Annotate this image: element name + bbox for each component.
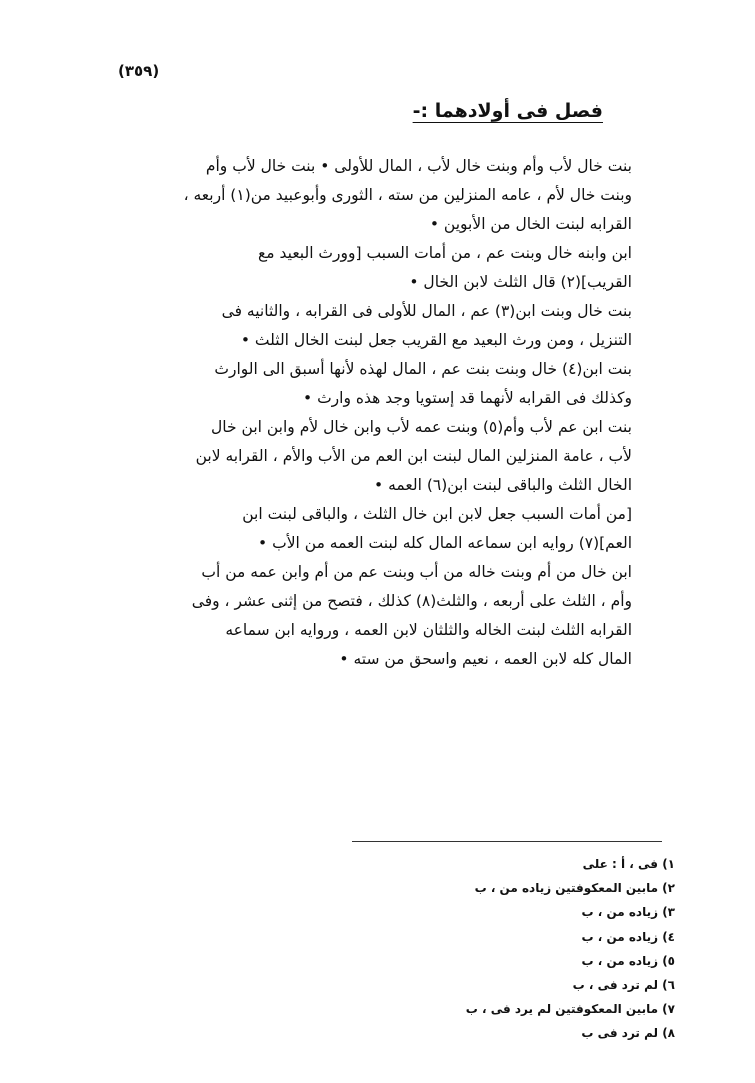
text-line: القرابه لبنت الخال من الأبوين • — [429, 215, 632, 233]
paragraph-3 — [118, 297, 650, 355]
paragraph-5 — [118, 413, 650, 500]
text-line: لأب ، عامة المنزلين المال لبنت ابن العم من الأب والأم ، القرابه لابن — [195, 447, 632, 465]
footnotes — [375, 852, 675, 1046]
text-line: القرابه الثلث لبنت الخاله والثلثان لابن العمه ، وروايه ابن سماعه — [225, 621, 632, 639]
text-line: الخال الثلث والباقى لبنت ابن(٦) العمه • — [374, 476, 632, 494]
text-line: بنت خال لأب وأم وبنت خال لأب ، المال للأولى • بنت خال لأب وأم — [205, 157, 632, 175]
text-line: القريب](٢) قال الثلث لابن الخال • — [409, 273, 632, 291]
paragraph-4 — [118, 355, 650, 413]
text-line: العم](٧) روايه ابن سماعه المال كله لبنت العمه من الأب • — [258, 534, 632, 552]
page-number: (٣٥٩) — [118, 62, 160, 80]
text-line: بنت ابن(٤) خال وبنت بنت عم ، المال لهذه لأنها أسبق الى الوارث — [214, 360, 632, 378]
footnote-6: ٦) لم ترد فى ، ب — [572, 978, 675, 993]
text-line: وبنت خال لأم ، عامه المنزلين من سته ، الثورى وأبوعبيد من(١) أربعه ، — [183, 186, 632, 204]
paragraph-6 — [118, 500, 650, 558]
text-line: بنت ابن عم لأب وأم(٥) وبنت عمه لأب وابن خال لأم وابن ابن خال — [211, 418, 632, 436]
paragraph-1 — [118, 152, 650, 239]
text-line: التنزيل ، ومن ورث البعيد مع القريب جعل لبنت الخال الثلث • — [240, 331, 632, 349]
text-line: وأم ، الثلث على أربعه ، والثلث(٨) كذلك ، فتصح من إثنى عشر ، وفى — [191, 592, 632, 610]
footnote-7: ٧) مابين المعكوفتين لم يرد فى ، ب — [465, 1002, 675, 1017]
footnote-2: ٢) مابين المعكوفتين زياده من ، ب — [474, 881, 675, 896]
paragraph-7 — [118, 558, 650, 674]
text-line: بنت خال وبنت ابن(٣) عم ، المال للأولى فى القرابه ، والثانيه فى — [221, 302, 632, 320]
footnote-1: ١) فى ، أ : على — [582, 857, 675, 871]
text-line: [من أمات السبب جعل لابن ابن خال الثلث ، والباقى لبنت ابن — [242, 505, 632, 523]
chapter-title: فصل فى أولادهما :- — [412, 100, 603, 122]
text-line: ابن خال من أم وبنت خاله من أب وبنت عم من أم وابن عمه من أب — [201, 563, 632, 581]
footnote-4: ٤) زياده من ، ب — [581, 929, 675, 944]
footnote-3: ٣) زياده من ، ب — [581, 905, 675, 920]
footnote-5: ٥) زياده من ، ب — [581, 953, 675, 968]
footnote-8: ٨) لم ترد فى ب — [581, 1026, 675, 1041]
footnote-divider — [352, 841, 662, 842]
text-line: المال كله لابن العمه ، نعيم واسحق من سته • — [339, 650, 632, 668]
body-text — [118, 152, 650, 674]
text-line: ابن وابنه خال وبنت عم ، من أمات السبب [وورث البعيد مع — [258, 244, 632, 262]
text-line: وكذلك فى القرابه لأنهما قد إستويا وجد هذه وارث • — [303, 389, 632, 407]
paragraph-2 — [118, 239, 650, 297]
